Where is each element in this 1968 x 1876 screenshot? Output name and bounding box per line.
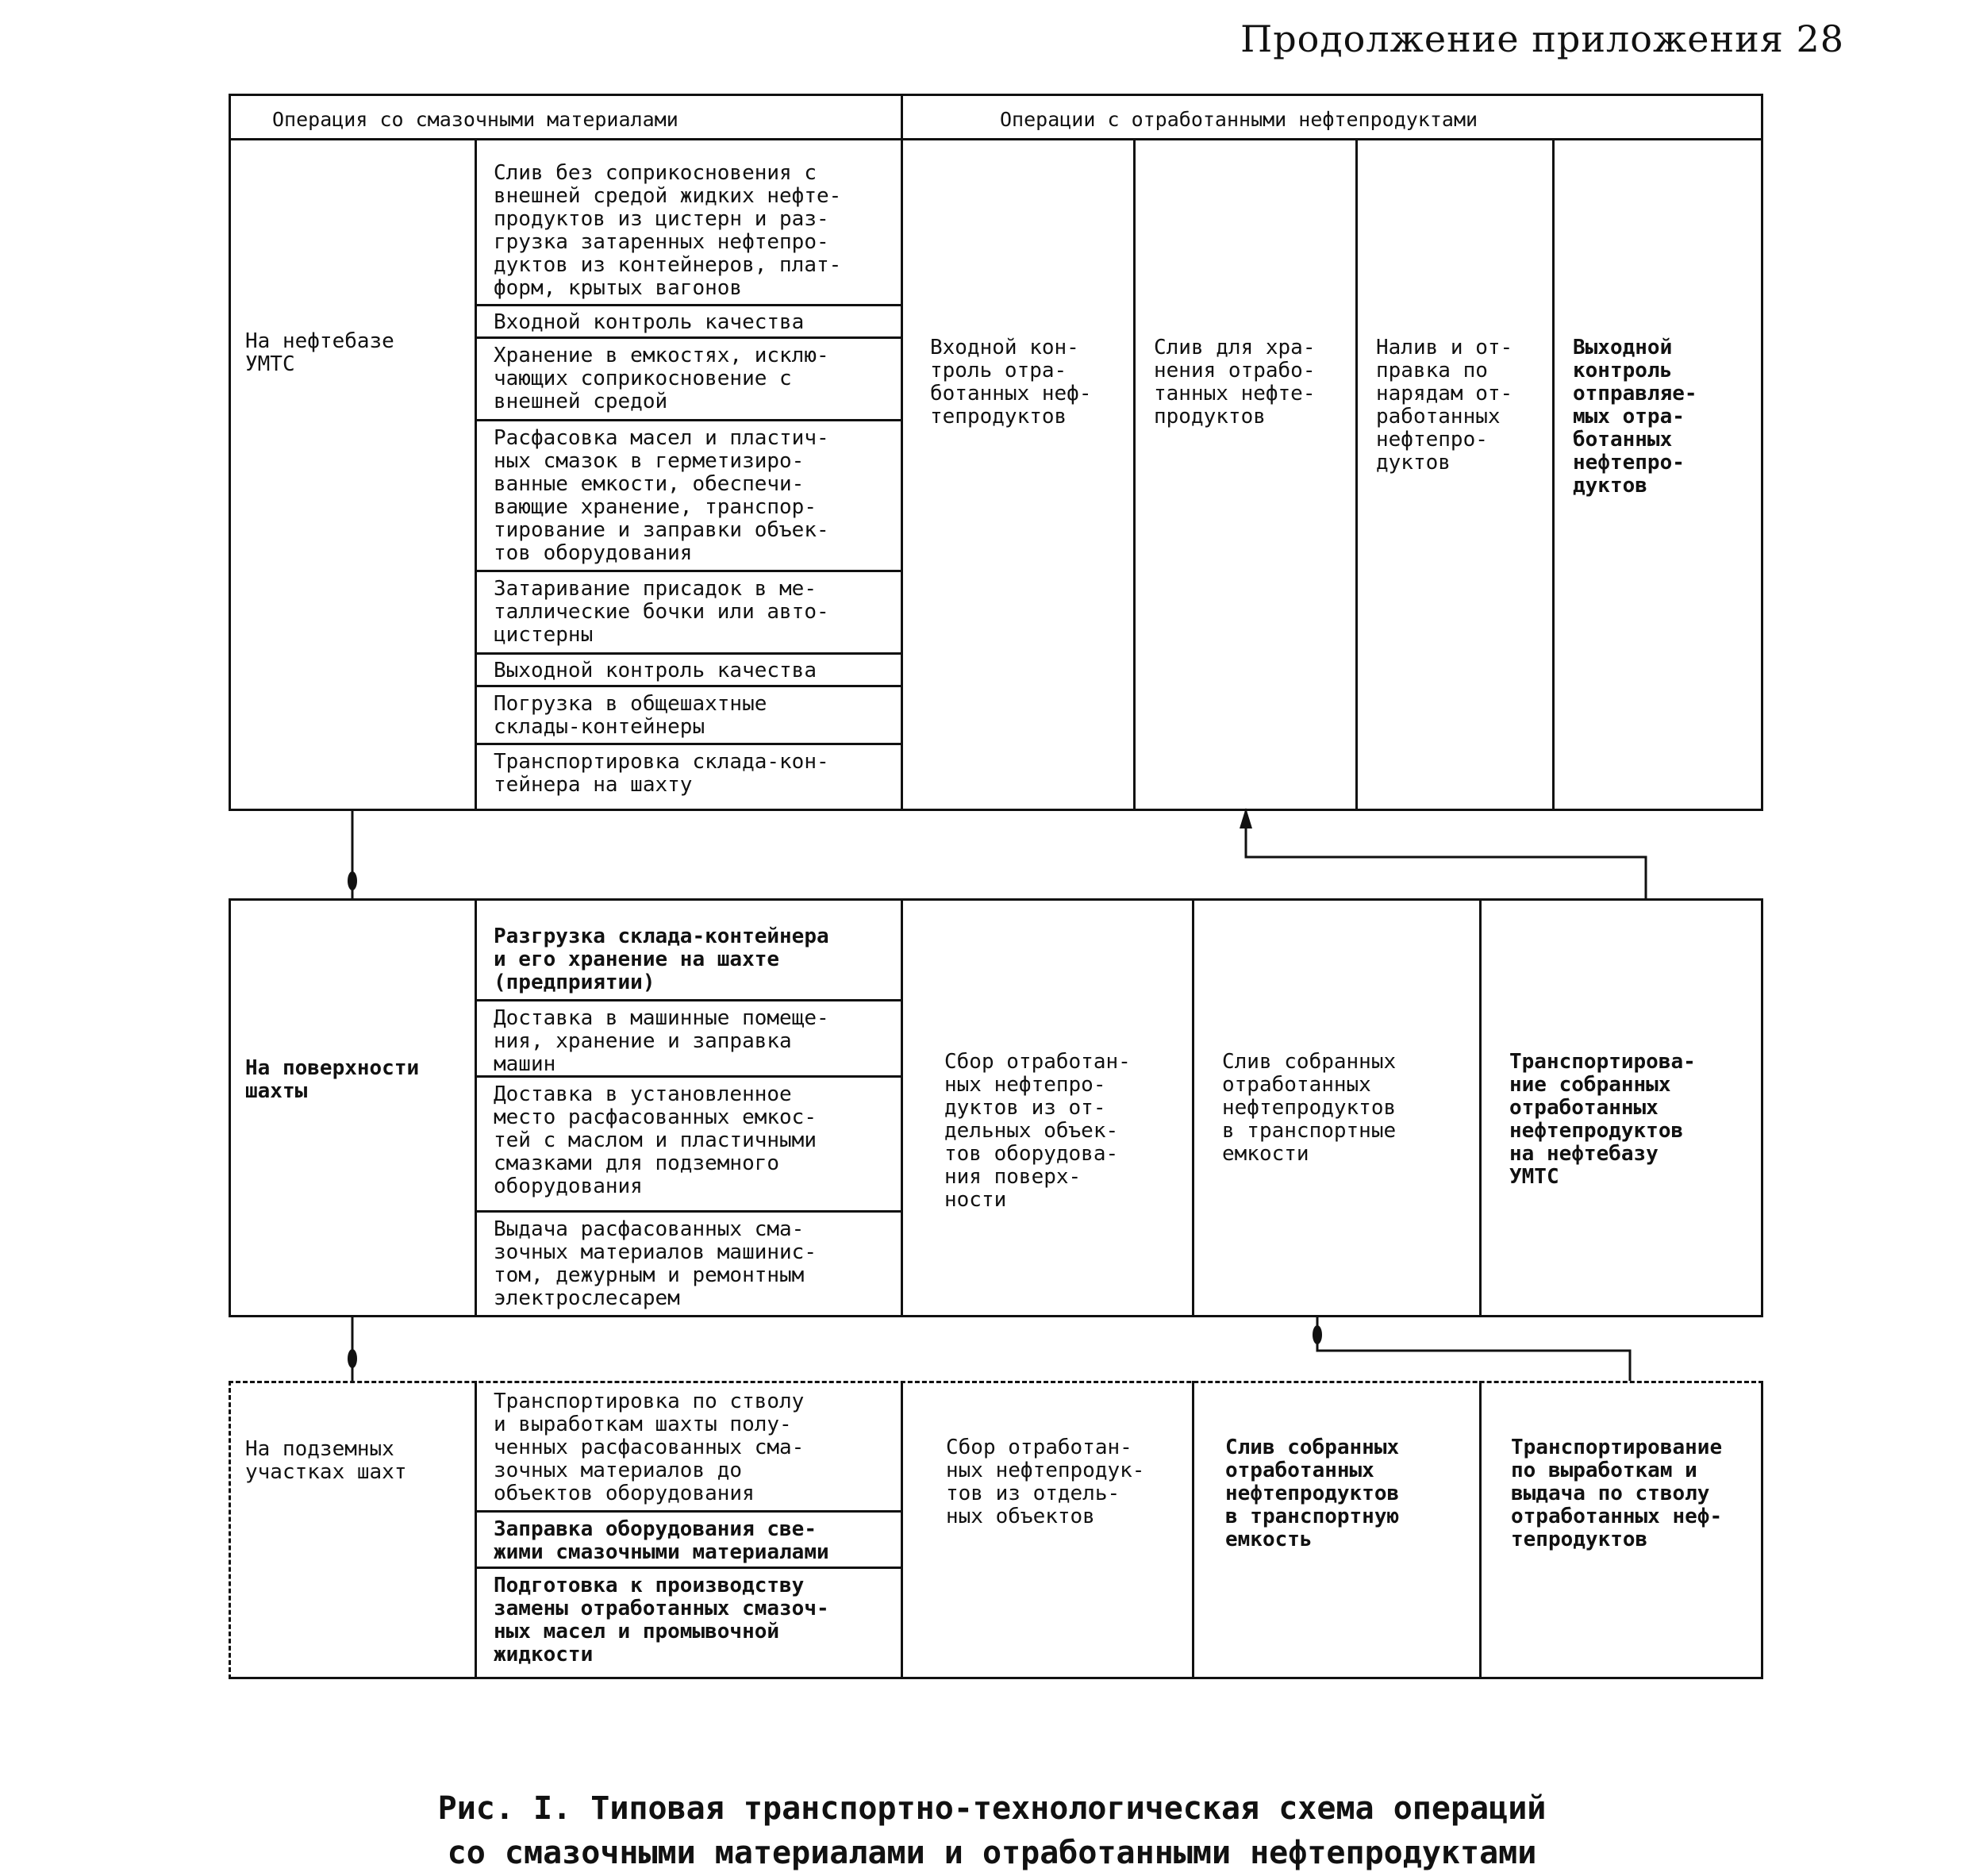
header-lubricant-ops: Операция со смазочными материалами	[272, 108, 678, 131]
lubricant-op: Входной контроль качества	[494, 310, 805, 334]
junction-dot-icon	[1313, 1325, 1322, 1344]
waste-op: Слив собранных отработанных нефтепродуктов в транспортные емкости	[1222, 1050, 1397, 1166]
waste-op: Транспортирование по выработкам и выдача по стволу отработанных неф- тепродуктов	[1511, 1436, 1723, 1551]
junction-dot-icon	[348, 1349, 357, 1368]
waste-op: Сбор отработан- ных нефтепро- дуктов из от- дельных объек- тов оборудова- ния поверх- ности	[944, 1050, 1131, 1212]
lubricant-op: Затаривание присадок в ме- таллические бочки или авто- цистерны	[494, 577, 829, 647]
junction-dot-icon	[348, 871, 357, 890]
lubricant-op: Доставка в машинные помеще- ния, хранение и заправка машин	[494, 1006, 829, 1076]
waste-op: Выходной контроль отправляе- мых отра- ботанных нефтепро- дуктов	[1573, 336, 1697, 498]
location-label: На подземных участках шахт	[245, 1437, 407, 1484]
connector-line	[1246, 811, 1646, 898]
arrowhead-icon	[1240, 808, 1252, 828]
lubricant-op: Выходной контроль качества	[494, 659, 817, 682]
figure-caption-line2: со смазочными материалами и отработанными нефтепродуктами	[447, 1835, 1537, 1871]
lubricant-op: Хранение в емкостях, исклю- чающих соприкосновение с внешней средой	[494, 344, 829, 413]
lubricant-op: Слив без соприкосновения с внешней средой жидких нефте- продуктов из цистерн и раз- грузка затаренных нефтепро- дуктов из контейнеров, плат- форм, крытых вагонов	[494, 161, 842, 300]
lubricant-op: Заправка оборудования све- жими смазочными материалами	[494, 1517, 829, 1564]
lubricant-op: Разгрузка склада-контейнера и его хранение на шахте (предприятии)	[494, 925, 829, 994]
waste-op: Входной кон- троль отра- ботанных неф- тепродуктов	[930, 336, 1092, 429]
waste-op: Сбор отработан- ных нефтепродук- тов из отдель- ных объектов	[946, 1436, 1145, 1528]
waste-op: Транспортирова- ние собранных отработанных нефтепродуктов на нефтебазу УМТС	[1509, 1050, 1696, 1189]
header-waste-ops: Операции с отработанными нефтепродуктами	[1000, 108, 1478, 131]
connector-line	[1317, 1317, 1630, 1381]
page-header: Продолжение приложения 28	[1240, 17, 1844, 60]
lubricant-op: Транспортировка склада-кон- тейнера на шахту	[494, 750, 829, 797]
lubricant-op: Транспортировка по стволу и выработкам шахты полу- ченных расфасованных сма- зочных материалов до объектов оборудования	[494, 1390, 805, 1505]
location-label: На нефтебазе УМТС	[245, 329, 394, 376]
lubricant-op: Расфасовка масел и пластич- ных смазок в герметизиро- ванные емкости, обеспечи- вающие хранение, транспор- тирование и заправки объек- тов оборудования	[494, 426, 829, 565]
lubricant-op: Доставка в установленное место расфасованных емкос- тей с маслом и пластичными смазками для подземного оборудования	[494, 1082, 817, 1198]
lubricant-op: Выдача расфасованных сма- зочных материалов машинис- том, дежурным и ремонтным электрослесарем	[494, 1217, 817, 1310]
waste-op: Налив и от- правка по нарядам от- работанных нефтепро- дуктов	[1376, 336, 1513, 475]
location-label: На поверхности шахты	[245, 1056, 420, 1103]
waste-op: Слив для хра- нения отрабо- танных нефте- продуктов	[1154, 336, 1316, 429]
lubricant-op: Погрузка в общешахтные склады-контейнеры	[494, 692, 767, 739]
lubricant-op: Подготовка к производству замены отработанных смазоч- ных масел и промывочной жидкости	[494, 1574, 829, 1666]
waste-op: Слив собранных отработанных нефтепродуктов в транспортную емкость	[1225, 1436, 1400, 1551]
figure-caption-line1: Рис. I. Типовая транспортно-технологическая схема операций	[437, 1790, 1547, 1827]
